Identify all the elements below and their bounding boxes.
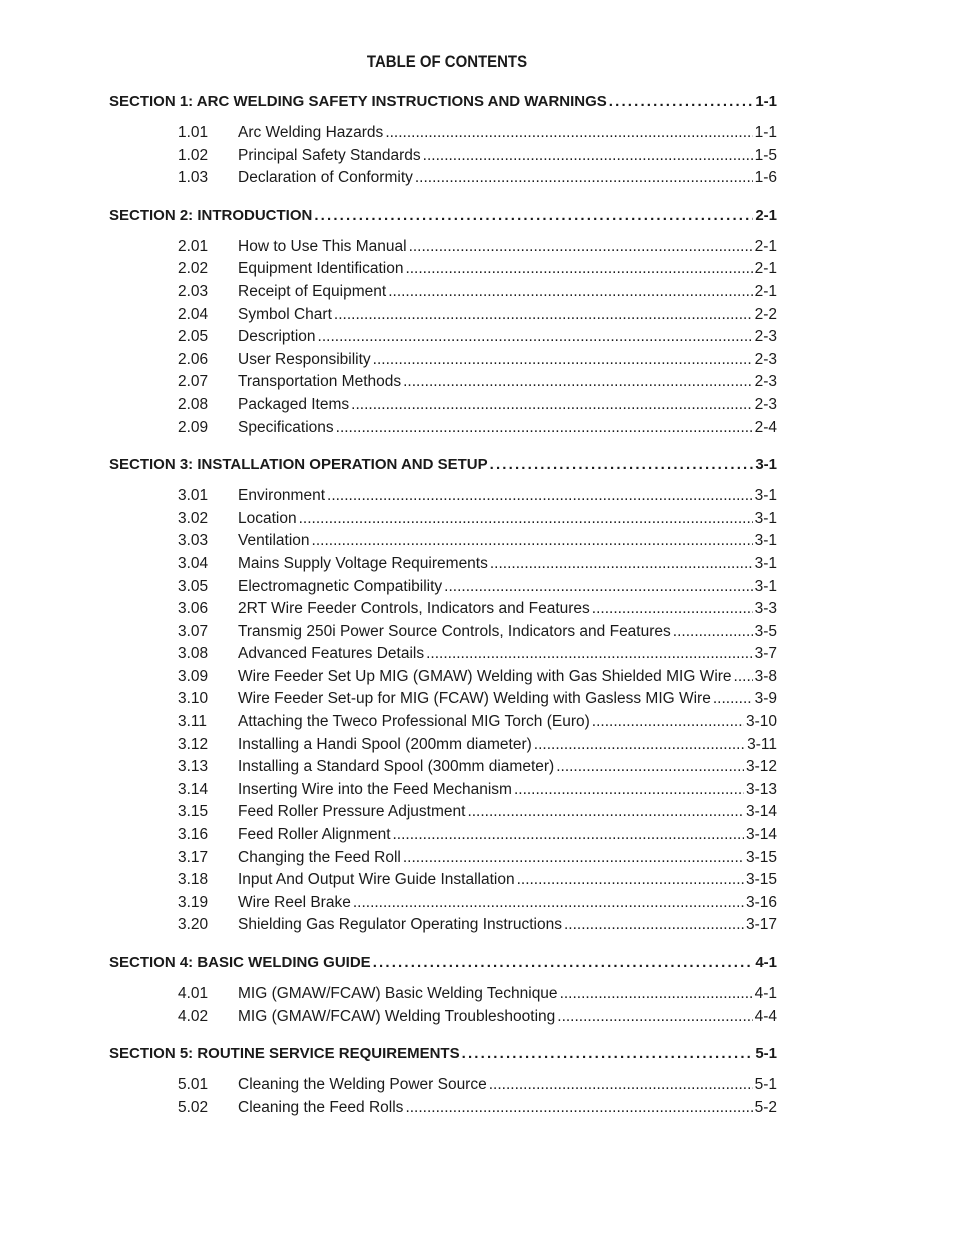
toc-entry-link[interactable]	[109, 598, 777, 621]
toc-entry-link[interactable]	[109, 643, 777, 666]
entry-number: 3.17	[178, 848, 209, 866]
toc-entry-link[interactable]	[109, 711, 777, 734]
dot-leader	[609, 90, 754, 114]
toc-entry-link[interactable]	[109, 371, 777, 394]
toc-entry-link[interactable]	[109, 122, 777, 145]
dot-leader	[312, 530, 753, 553]
entry-number: 3.08	[178, 645, 209, 663]
entry-title: Symbol Chart	[238, 305, 332, 323]
entry-page-number: 3-16	[745, 893, 777, 911]
entry-number: 3.15	[178, 803, 209, 821]
toc-entry-link[interactable]	[109, 1006, 777, 1029]
dot-leader	[373, 349, 753, 372]
section-heading-text: SECTION 3: INSTALLATION OPERATION AND SETUP	[109, 456, 488, 474]
entry-number: 2.06	[178, 350, 209, 368]
toc-section	[109, 951, 777, 1028]
entry-number: 3.09	[178, 667, 209, 685]
entry-title: Wire Feeder Set-up for MIG (FCAW) Welding with Gasless MIG Wire	[238, 690, 711, 708]
entry-number: 3.02	[178, 509, 209, 527]
entry-page-number: 4-4	[754, 1007, 777, 1025]
toc-entry-link[interactable]	[109, 236, 777, 259]
entry-number: 5.01	[178, 1076, 209, 1094]
toc-entry-link[interactable]	[109, 145, 777, 168]
section-page-number: 4-1	[755, 954, 777, 971]
dot-leader	[403, 371, 752, 394]
entry-page-number: 3-15	[745, 871, 777, 889]
entry-title: Inserting Wire into the Feed Mechanism	[238, 780, 512, 798]
dot-leader	[534, 734, 745, 757]
toc-section	[109, 90, 777, 190]
section-page-number: 5-1	[755, 1045, 777, 1063]
entry-number: 2.08	[178, 395, 209, 413]
entry-title: Input And Output Wire Guide Installation	[238, 871, 515, 889]
toc-entry-link[interactable]	[109, 167, 777, 190]
toc-entry-link[interactable]	[109, 394, 777, 417]
toc-entry-link[interactable]	[109, 983, 777, 1006]
entry-page-number: 3-5	[754, 622, 777, 640]
entry-page-number: 2-3	[754, 373, 777, 391]
toc-entry-link[interactable]	[109, 576, 777, 599]
entry-title: Transportation Methods	[238, 373, 402, 391]
toc-entry-link[interactable]	[109, 281, 777, 304]
toc-entry-link[interactable]	[109, 530, 777, 553]
dot-leader	[467, 801, 744, 824]
toc-entry-link[interactable]	[109, 824, 777, 847]
dot-leader	[556, 756, 744, 779]
entry-number: 3.20	[178, 916, 209, 934]
dot-leader	[713, 688, 753, 711]
entry-number: 3.03	[178, 532, 209, 550]
entry-title: 2RT Wire Feeder Controls, Indicators and Features	[238, 600, 590, 618]
entry-page-number: 1-1	[754, 124, 777, 141]
entry-page-number: 3-7	[754, 645, 777, 663]
entry-title: Environment	[238, 487, 326, 505]
toc-entry-link[interactable]	[109, 847, 777, 870]
entry-number: 3.18	[178, 871, 209, 889]
entry-page-number: 3-14	[745, 803, 777, 821]
toc-entry-link[interactable]	[109, 508, 777, 531]
dot-leader	[351, 394, 752, 417]
entry-number: 2.02	[178, 260, 209, 278]
entry-title: Principal Safety Standards	[238, 146, 421, 164]
entry-title: Specifications	[238, 418, 334, 436]
dot-leader	[415, 167, 753, 190]
entry-title: Attaching the Tweco Professional MIG Torch (Euro)	[238, 713, 590, 731]
entry-page-number: 3-12	[745, 758, 777, 776]
entry-number: 3.06	[178, 600, 209, 618]
entry-page-number: 2-1	[754, 282, 777, 300]
entry-page-number: 2-2	[754, 305, 777, 323]
entry-page-number: 3-10	[745, 713, 777, 731]
entry-page-number: 2-1	[754, 237, 777, 255]
entry-title: Location	[238, 509, 297, 527]
section-heading-text: SECTION 1: ARC WELDING SAFETY INSTRUCTIONS AND WARNINGS	[109, 93, 607, 110]
dot-leader	[592, 598, 753, 621]
entry-title: Electromagnetic Compatibility	[238, 577, 443, 595]
entry-title: Cleaning the Welding Power Source	[238, 1076, 487, 1094]
entry-title: Shielding Gas Regulator Operating Instructions	[238, 916, 562, 934]
section-heading-link[interactable]	[109, 951, 777, 975]
entry-number: 3.11	[178, 713, 208, 731]
entry-page-number: 3-1	[754, 509, 777, 527]
entry-title: Mains Supply Voltage Requirements	[238, 554, 488, 572]
toc-entry-link[interactable]	[109, 688, 777, 711]
dot-leader	[517, 869, 744, 892]
entry-title: Wire Reel Brake	[238, 893, 351, 911]
toc-entry-link[interactable]	[109, 553, 777, 576]
dot-leader	[393, 824, 744, 847]
section-page-number: 1-1	[755, 93, 777, 110]
section-page-number: 2-1	[755, 206, 777, 224]
dot-leader	[560, 983, 753, 1006]
toc-entry-link[interactable]	[109, 869, 777, 892]
entry-page-number: 1-6	[754, 169, 777, 187]
entry-page-number: 3-15	[745, 848, 777, 866]
entry-page-number: 2-4	[754, 418, 777, 436]
entry-title: Packaged Items	[238, 395, 350, 413]
dot-leader	[592, 711, 744, 734]
entry-page-number: 3-1	[754, 554, 777, 572]
entry-title: Cleaning the Feed Rolls	[238, 1098, 404, 1116]
entry-number: 2.01	[178, 237, 209, 255]
entry-number: 2.05	[178, 328, 209, 346]
toc-list	[109, 90, 777, 1133]
entry-title: Installing a Standard Spool (300mm diameter)	[238, 758, 555, 776]
toc-entry-link[interactable]	[109, 621, 777, 644]
dot-leader	[423, 145, 753, 168]
entry-number: 3.13	[178, 758, 209, 776]
toc-entry-link[interactable]	[109, 326, 777, 349]
dot-leader	[734, 666, 753, 689]
toc-section	[109, 204, 777, 439]
dot-leader	[557, 1006, 752, 1029]
entry-title: Feed Roller Pressure Adjustment	[238, 803, 466, 821]
entry-page-number: 3-17	[745, 916, 777, 934]
dot-leader	[564, 914, 744, 937]
dot-leader	[334, 304, 753, 327]
entry-page-number: 3-9	[754, 690, 777, 708]
entry-number: 3.12	[178, 735, 209, 753]
entry-number: 3.19	[178, 893, 209, 911]
entry-page-number: 1-5	[754, 146, 777, 164]
section-heading-link[interactable]	[109, 453, 777, 477]
dot-leader	[299, 508, 753, 531]
dot-leader	[327, 485, 753, 508]
entry-number: 3.04	[178, 554, 209, 572]
entry-page-number: 5-2	[754, 1098, 777, 1116]
section-heading-text: SECTION 5: ROUTINE SERVICE REQUIREMENTS	[109, 1045, 460, 1063]
entry-page-number: 3-11	[747, 735, 777, 753]
page-title: TABLE OF CONTENTS	[366, 52, 528, 71]
dot-leader	[444, 576, 752, 599]
toc-section	[109, 453, 777, 937]
entry-title: Declaration of Conformity	[238, 169, 413, 187]
dot-leader	[336, 417, 753, 440]
toc-section	[109, 1042, 777, 1119]
dot-leader	[673, 621, 753, 644]
entry-page-number: 5-1	[754, 1076, 777, 1094]
entry-page-number: 2-3	[754, 395, 777, 413]
entry-number: 3.14	[178, 780, 209, 798]
toc-entry-link[interactable]	[109, 349, 777, 372]
entry-page-number: 4-1	[754, 985, 777, 1002]
entry-page-number: 3-1	[754, 577, 777, 595]
toc-entry-link[interactable]	[109, 801, 777, 824]
dot-leader	[490, 553, 753, 576]
section-heading-link[interactable]	[109, 204, 777, 228]
dot-leader	[405, 258, 752, 281]
entry-number: 4.02	[178, 1007, 209, 1025]
entry-page-number: 2-1	[754, 260, 777, 278]
entry-title: Receipt of Equipment	[238, 282, 387, 300]
entry-number: 3.01	[178, 487, 209, 505]
entry-title: Transmig 250i Power Source Controls, Indicators and Features	[238, 622, 671, 640]
toc-entry-link[interactable]	[109, 1097, 777, 1120]
entry-number: 3.10	[178, 690, 209, 708]
entry-number: 3.16	[178, 826, 209, 844]
entry-page-number: 2-3	[754, 328, 777, 346]
toc-entry-link[interactable]	[109, 892, 777, 915]
section-heading-text: SECTION 2: INTRODUCTION	[109, 206, 313, 224]
section-page-number: 3-1	[755, 456, 777, 474]
entry-title: Equipment Identification	[238, 260, 404, 278]
entry-number: 2.03	[178, 282, 209, 300]
dot-leader	[318, 326, 753, 349]
entry-title: Feed Roller Alignment	[238, 826, 391, 844]
entry-title: MIG (GMAW/FCAW) Welding Troubleshooting	[238, 1007, 556, 1025]
dot-leader	[373, 951, 754, 975]
toc-entry-link[interactable]	[109, 666, 777, 689]
section-heading-text: SECTION 4: BASIC WELDING GUIDE	[109, 954, 371, 971]
entry-page-number: 3-3	[754, 600, 777, 618]
dot-leader	[462, 1042, 754, 1066]
toc-entry-link[interactable]	[109, 756, 777, 779]
dot-leader	[314, 204, 753, 228]
entry-title: Advanced Features Details	[238, 645, 425, 663]
entry-page-number: 3-13	[745, 780, 777, 798]
toc-entry-link[interactable]	[109, 734, 777, 757]
entry-number: 3.07	[178, 622, 209, 640]
entry-number: 2.04	[178, 305, 209, 323]
toc-entry-link[interactable]	[109, 258, 777, 281]
entry-number: 1.02	[178, 146, 209, 164]
section-heading-link[interactable]	[109, 1042, 777, 1066]
dot-leader	[388, 281, 752, 304]
entry-page-number: 3-14	[745, 826, 777, 844]
dot-leader	[405, 1097, 752, 1120]
entry-page-number: 2-3	[754, 350, 777, 368]
entry-number: 3.05	[178, 577, 209, 595]
dot-leader	[409, 236, 753, 259]
dot-leader	[489, 1074, 753, 1097]
toc-entry-link[interactable]	[109, 485, 777, 508]
entry-number: 5.02	[178, 1098, 209, 1116]
dot-leader	[514, 779, 744, 802]
toc-entry-link[interactable]	[109, 914, 777, 937]
entry-title: Description	[238, 328, 316, 346]
entry-page-number: 3-1	[754, 487, 777, 505]
dot-leader	[385, 122, 752, 145]
entry-title: How to Use This Manual	[238, 237, 407, 255]
entry-number: 2.09	[178, 418, 209, 436]
entry-number: 4.01	[178, 985, 209, 1002]
toc-entry-link[interactable]	[109, 779, 777, 802]
toc-entry-link[interactable]	[109, 417, 777, 440]
entry-title: Ventilation	[238, 532, 310, 550]
section-heading-link[interactable]	[109, 90, 777, 114]
entry-title: MIG (GMAW/FCAW) Basic Welding Technique	[238, 985, 558, 1002]
toc-entry-link[interactable]	[109, 304, 777, 327]
toc-entry-link[interactable]	[109, 1074, 777, 1097]
entry-number: 1.03	[178, 169, 209, 187]
entry-title: User Responsibility	[238, 350, 371, 368]
entry-page-number: 3-1	[754, 532, 777, 550]
entry-title: Changing the Feed Roll	[238, 848, 401, 866]
entry-title: Arc Welding Hazards	[238, 124, 384, 141]
entry-title: Installing a Handi Spool (200mm diameter)	[238, 735, 532, 753]
dot-leader	[403, 847, 744, 870]
entry-title: Wire Feeder Set Up MIG (GMAW) Welding with Gas Shielded MIG Wire	[238, 667, 732, 685]
dot-leader	[426, 643, 752, 666]
entry-number: 2.07	[178, 373, 209, 391]
dot-leader	[490, 453, 754, 477]
entry-page-number: 3-8	[754, 667, 777, 685]
entry-number: 1.01	[178, 124, 209, 141]
dot-leader	[353, 892, 744, 915]
